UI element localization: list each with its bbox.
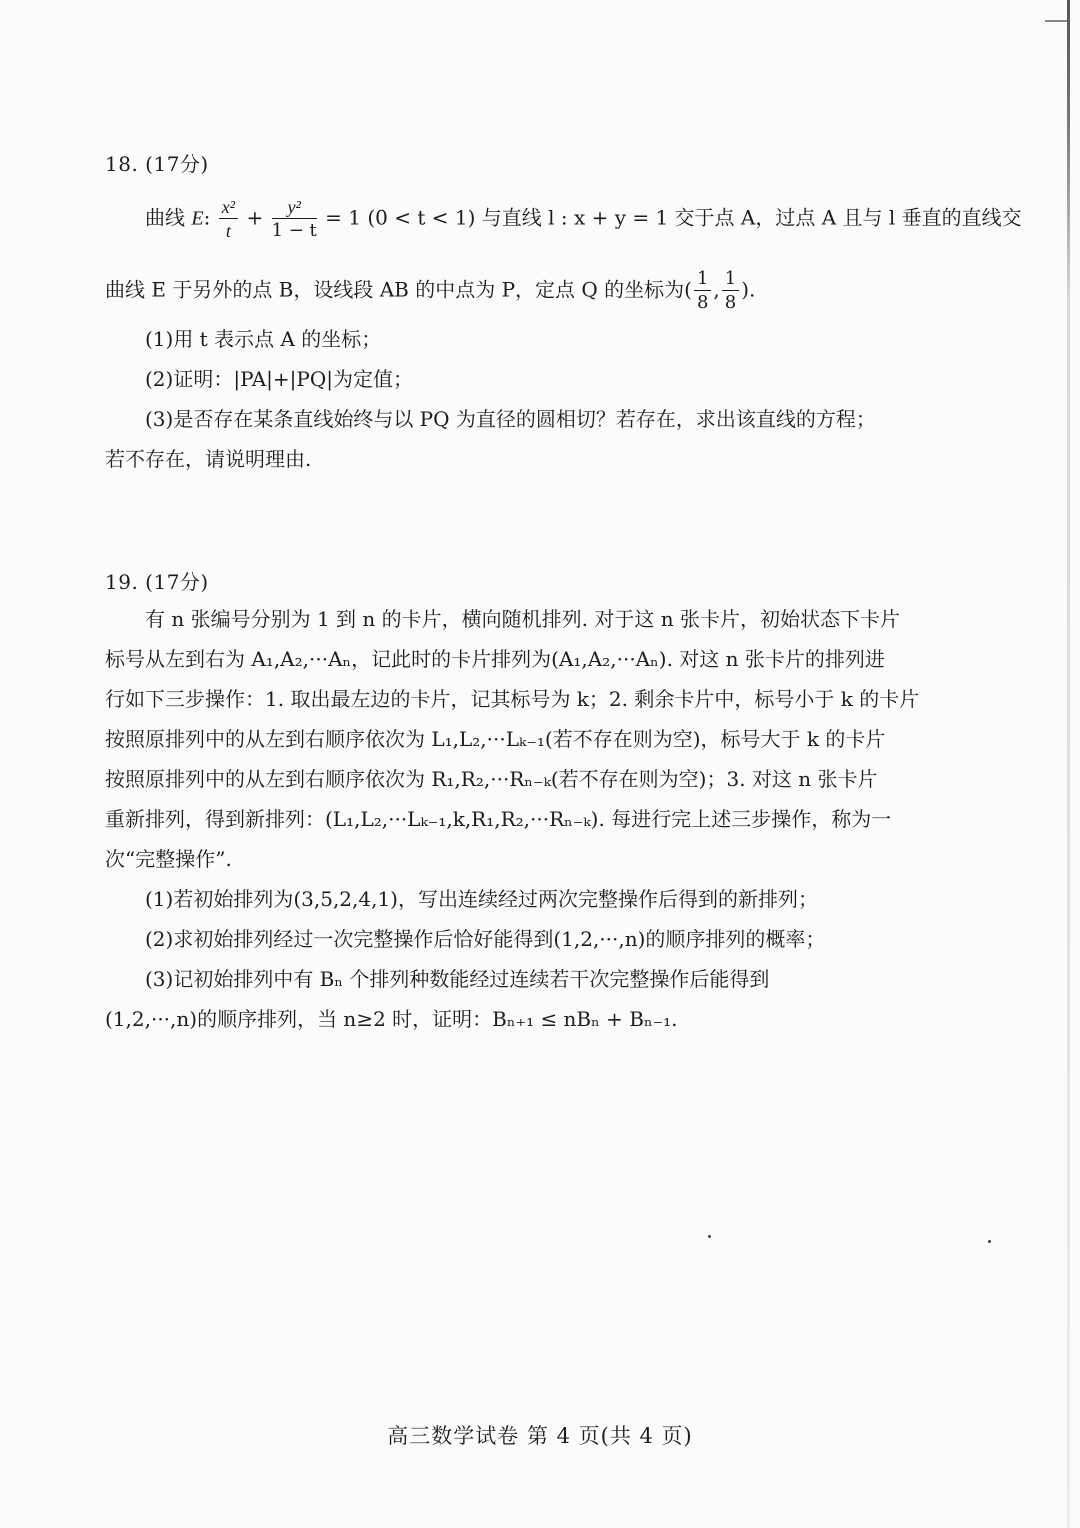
q19-text-line5: 按照原排列中的从左到右顺序依次为 R₁,R₂,···Rₙ₋ₖ(若不存在则为空)；3. 对这 n 张卡片 xyxy=(105,767,878,791)
q18-line2 xyxy=(105,270,755,312)
q18-comma: , xyxy=(713,277,720,302)
q18-part1: (1)用 t 表示点 A 的坐标； xyxy=(145,327,382,351)
q19-text-line2: 标号从左到右为 A₁,A₂,···Aₙ，记此时的卡片排列为(A₁,A₂,···Aₙ). 对这 n 张卡片的排列进 xyxy=(105,647,885,671)
q18-part2: (2)证明：|PA|+|PQ|为定值； xyxy=(145,367,413,391)
q18-frac-q2-num: 1 xyxy=(722,270,739,291)
q19-text-line6: 重新排列，得到新排列：(L₁,L₂,···Lₖ₋₁,k,R₁,R₂,···Rₙ₋ₖ). 每进行完上述三步操作，称为一 xyxy=(105,807,892,831)
scan-speck xyxy=(708,1235,711,1238)
q18-frac-q1-num: 1 xyxy=(694,270,711,291)
q18-fraction-x-den: t xyxy=(225,221,231,241)
scan-speck xyxy=(988,1240,991,1243)
q18-fraction-x xyxy=(219,198,238,240)
scan-edge xyxy=(1067,0,1070,1528)
page-footer: 高三数学试卷 第 4 页(共 4 页) xyxy=(387,1424,693,1448)
q18-fraction-y-num: y² xyxy=(272,198,317,219)
q19-text-line4: 按照原排列中的从左到右顺序依次为 L₁,L₂,···Lₖ₋₁(若不存在则为空)，标号大于 k 的卡片 xyxy=(105,727,886,751)
q18-line2-suffix: ). xyxy=(741,277,756,302)
q18-fraction-x-num: x² xyxy=(219,198,238,219)
q18-part3-line2: 若不存在，请说明理由. xyxy=(105,447,312,471)
q18-curve-equation: 曲线 E: $\frac{\text{x²}}{t}$ + $\frac{\text{y²}}{1 - t}$ = 1 (0 < t < 1) 与直线 l : x + y = 1 交于点 A，过点 A 且与 l 垂直的直线交 xyxy=(145,197,1022,241)
q19-part1: (1)若初始排列为(3,5,2,4,1)，写出连续经过两次完整操作后得到的新排列； xyxy=(145,887,818,911)
q18-equation-tail: = 1 (0 < t < 1) 与直线 l : x + y = 1 交于点 A，过点 A 且与 l 垂直的直线交 xyxy=(325,205,1022,230)
q18-line2-prefix: 曲线 E 于另外的点 B，设线段 AB 的中点为 P，定点 Q 的坐标为( xyxy=(105,277,692,302)
q19-heading: 19. (17分) xyxy=(105,570,209,594)
q18-frac-q1-den: 8 xyxy=(696,292,709,313)
q18-part3-line1: (3)是否存在某条直线始终与以 PQ 为直径的圆相切？若存在，求出该直线的方程； xyxy=(145,407,876,431)
q18-fraction-y xyxy=(272,198,317,240)
q18-curve-prefix: 曲线 xyxy=(145,205,185,230)
q19-text-line3: 行如下三步操作：1. 取出最左边的卡片，记其标号为 k；2. 剩余卡片中，标号小于 k 的卡片 xyxy=(105,687,920,711)
q19-part3-line2: (1,2,···,n)的顺序排列，当 n≥2 时，证明：Bₙ₊₁ ≤ nBₙ + Bₙ₋₁. xyxy=(105,1007,678,1031)
q19-part3-line1: (3)记初始排列中有 Bₙ 个排列种数能经过连续若干次完整操作后能得到 xyxy=(145,967,770,991)
q18-heading: 18. (17分) xyxy=(105,152,209,176)
q19-text-line7: 次“完整操作”. xyxy=(105,847,232,871)
scan-corner-mark xyxy=(1045,20,1067,22)
q18-frac-q2-den: 8 xyxy=(724,292,737,313)
q19-part2: (2)求初始排列经过一次完整操作后恰好能得到(1,2,···,n)的顺序排列的概率； xyxy=(145,927,826,951)
q18-frac-q1 xyxy=(694,270,711,312)
q18-curve-name: E xyxy=(191,207,204,230)
q19-text-line1: 有 n 张编号分别为 1 到 n 的卡片，横向随机排列. 对于这 n 张卡片，初始状态下卡片 xyxy=(145,607,900,631)
q18-plus: + xyxy=(246,205,264,230)
q18-fraction-y-den: 1 − t xyxy=(271,220,317,241)
q18-frac-q2 xyxy=(722,270,739,312)
